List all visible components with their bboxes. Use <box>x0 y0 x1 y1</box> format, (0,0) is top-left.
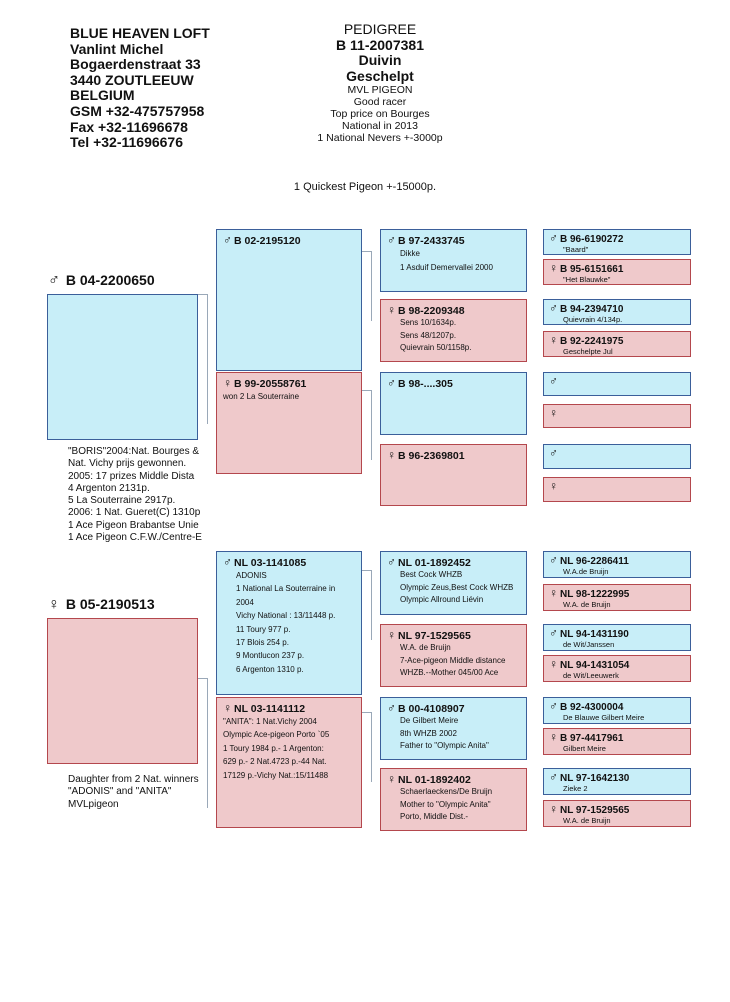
info-line: ADONIS <box>236 571 267 580</box>
male-icon: ♂ <box>549 626 558 640</box>
ring-number: B 00-4108907 <box>398 703 465 715</box>
header-line: 1 National Nevers +-3000p <box>317 132 443 144</box>
ring-number: B 96-2369801 <box>398 450 465 462</box>
female-icon: ♀ <box>387 772 396 786</box>
male-icon: ♂ <box>387 555 396 569</box>
connector-line <box>371 390 372 460</box>
info-line: Geschelpte Jul <box>563 347 613 356</box>
info-line: De Blauwe Gilbert Meire <box>563 713 645 722</box>
gen1-box-dam-dam <box>216 697 362 828</box>
info-line: de Wit/Leeuwerk <box>563 671 619 680</box>
female-icon: ♀ <box>549 657 558 671</box>
gen2-box <box>380 372 527 435</box>
gen2-box <box>380 229 527 292</box>
sire-label <box>48 272 155 290</box>
info-line: Olympic Allround Liévin <box>400 595 484 604</box>
info-line: "ANITA": 1 Nat.Vichy 2004 <box>223 717 317 726</box>
ring-number: NL 97-1529565 <box>398 630 471 642</box>
ring-number: B 97-2433745 <box>398 235 465 247</box>
gen1-box-sire-dam <box>216 372 362 474</box>
ring-number: NL 98-1222995 <box>560 589 630 600</box>
sire-note: 1 Ace Pigeon C.F.W./Centre-E <box>68 532 202 544</box>
owner-fax: Fax +32-11696678 <box>70 118 188 135</box>
ring-number: B 92-2241975 <box>560 336 624 347</box>
gen3-box <box>543 229 691 255</box>
info-line: 1 National La Souterraine in <box>236 584 336 594</box>
owner-country: BELGIUM <box>70 87 135 104</box>
female-icon: ♀ <box>387 628 396 642</box>
female-icon: ♀ <box>223 376 232 390</box>
gen3-box <box>543 259 691 285</box>
connector-line <box>371 570 372 640</box>
ring-number: NL 96-2286411 <box>560 556 629 567</box>
info-line: Schaerlaeckens/De Bruijn <box>400 787 493 796</box>
dam-note: "ADONIS" and "ANITA" <box>68 786 172 798</box>
owner-street: Bogaerdenstraat 33 <box>70 56 201 73</box>
sire-note: 2006: 1 Nat. Gueret(C) 1310p <box>68 507 201 519</box>
loft-name: BLUE HEAVEN LOFT <box>70 25 210 41</box>
male-icon: ♂ <box>549 374 558 388</box>
sire-note: Nat. Vichy prijs gewonnen. <box>68 458 187 470</box>
ring-number: NL 03-1141085 <box>234 557 307 569</box>
info-line: "Het Blauwke" <box>563 275 611 284</box>
ring-number: B 94-2394710 <box>560 304 624 315</box>
male-icon: ♂ <box>223 233 232 247</box>
gen2-box <box>380 768 527 831</box>
main-sex: Duivin <box>358 52 402 68</box>
sire-note: 4 Argenton 2131p. <box>68 482 150 494</box>
sire-notes <box>68 446 202 544</box>
info-line: 629 p.- 2 Nat.4723 p.-44 Nat. <box>223 757 327 767</box>
dam-note: MVLpigeon <box>68 798 119 810</box>
ring-number: NL 94-1431054 <box>560 660 630 671</box>
gen2-box <box>380 697 527 760</box>
info-line: 2004 <box>236 597 254 607</box>
male-icon: ♂ <box>223 555 232 569</box>
female-icon: ♀ <box>387 303 396 317</box>
gen2-box <box>380 444 527 506</box>
info-line: Quievrain 4/134p. <box>563 315 623 324</box>
female-icon: ♀ <box>549 730 558 744</box>
gen2-box <box>380 299 527 362</box>
info-line: 17 Blois 254 p. <box>236 638 289 648</box>
gen3-box <box>543 728 691 755</box>
gen3-box <box>543 331 691 357</box>
female-icon: ♀ <box>549 261 558 275</box>
info-line: de Wit/Janssen <box>563 640 615 649</box>
male-icon: ♂ <box>387 233 396 247</box>
ring-number: B 97-4417961 <box>560 733 624 744</box>
female-icon: ♀ <box>48 596 60 613</box>
sire-box <box>47 294 198 440</box>
female-icon: ♀ <box>549 479 558 493</box>
sire-note: "BORIS"2004:Nat. Bourges & <box>68 446 200 457</box>
ring-number: B 98-2209348 <box>398 305 465 317</box>
gen3-box <box>543 477 691 502</box>
main-ring-number: B 11-2007381 <box>336 36 424 53</box>
owner-tel: Tel +32-11696676 <box>70 134 184 151</box>
info-line: De Gilbert Meire <box>400 716 459 725</box>
connector-line <box>207 678 208 808</box>
connector-line <box>371 251 372 321</box>
info-line: W.A. de Bruijn <box>400 643 451 652</box>
info-line: W.A. de Bruijn <box>563 816 611 825</box>
ring-number: NL 97-1642130 <box>560 773 630 784</box>
gen3-box <box>543 624 691 651</box>
header-line: MVL PIGEON <box>347 84 413 96</box>
pedigree-title: PEDIGREE <box>343 21 417 37</box>
gen1-box-sire-sire <box>216 229 362 371</box>
info-line: 7-Ace-pigeon Middle distance <box>400 655 506 665</box>
pedigree-header <box>290 22 470 144</box>
info-line: Gilbert Meire <box>563 744 606 753</box>
sire-note: 1 Ace Pigeon Brabantse Unie <box>68 519 199 531</box>
header-line: Good racer <box>353 96 407 108</box>
dam-label <box>48 596 155 614</box>
info-line: Mother to "Olympic Anita" <box>400 799 491 809</box>
info-line: Quievrain 50/1158p. <box>400 343 472 352</box>
gen2-box <box>380 551 527 615</box>
info-line: 9 Montlucon 237 p. <box>236 651 305 661</box>
info-line: 11 Toury 977 p. <box>236 624 291 634</box>
sire-ring: B 04-2200650 <box>65 272 155 288</box>
ring-number: B 95-6151661 <box>560 264 624 275</box>
info-line: 6 Argenton 1310 p. <box>236 664 304 674</box>
info-line: won 2 La Souterraine <box>223 392 300 401</box>
gen2-box <box>380 624 527 687</box>
gen3-box <box>543 551 691 578</box>
owner-city: 3440 ZOUTLEEUW <box>70 71 194 88</box>
male-icon: ♂ <box>387 701 396 715</box>
sire-note: 5 La Souterraine 2917p. <box>68 495 176 507</box>
info-line: Best Cock WHZB <box>400 570 463 579</box>
gen3-box <box>543 800 691 827</box>
header-line: Top price on Bourges <box>330 108 430 120</box>
info-line: W.A.de Bruijn <box>563 567 609 576</box>
male-icon: ♂ <box>549 553 558 567</box>
owner-gsm: GSM +32-475757958 <box>70 102 205 119</box>
dam-box <box>47 618 198 764</box>
gen1-box-dam-sire <box>216 551 362 695</box>
sire-note: 2005: 17 prizes Middle Dista <box>68 470 195 482</box>
ring-number: B 96-6190272 <box>560 234 624 245</box>
quickest-note: 1 Quickest Pigeon +-15000p. <box>293 181 437 193</box>
info-line: 1 Toury 1984 p.- 1 Argenton: <box>223 743 324 753</box>
female-icon: ♀ <box>549 333 558 347</box>
gen3-box <box>543 655 691 682</box>
info-line: Zieke 2 <box>563 784 588 793</box>
gen3-box <box>543 697 691 724</box>
male-icon: ♂ <box>549 301 558 315</box>
info-line: 17129 p.-Vichy Nat.:15/11488 <box>223 770 329 780</box>
gen3-box <box>543 584 691 611</box>
info-line: Sens 48/1207p. <box>400 330 457 340</box>
info-line: W.A. de Bruijn <box>563 600 611 609</box>
gen3-box <box>543 372 691 396</box>
ring-number: B 92-4300004 <box>560 702 624 713</box>
dam-notes <box>68 774 199 811</box>
info-line: WHZB.--Mother 045/00 Ace <box>400 668 499 677</box>
ring-number: B 98-....305 <box>398 378 453 390</box>
info-line: 8th WHZB 2002 <box>400 728 457 738</box>
ring-number: NL 01-1892402 <box>398 774 471 786</box>
ring-number: B 99-20558761 <box>234 378 307 390</box>
connector-line <box>371 712 372 782</box>
ring-number: NL 94-1431190 <box>560 629 629 640</box>
female-icon: ♀ <box>549 802 558 816</box>
info-line: Porto, Middle Dist.- <box>400 812 469 821</box>
male-icon: ♂ <box>549 231 558 245</box>
male-icon: ♂ <box>549 699 558 713</box>
owner-block <box>70 26 210 151</box>
gen3-box <box>543 444 691 469</box>
gen3-box <box>543 768 691 795</box>
male-icon: ♂ <box>48 272 60 289</box>
ring-number: NL 03-1141112 <box>234 703 306 715</box>
ring-number: B 02-2195120 <box>234 235 301 247</box>
ring-number: NL 01-1892452 <box>398 557 471 569</box>
info-line: Olympic Zeus,Best Cock WHZB <box>400 582 514 592</box>
male-icon: ♂ <box>549 770 558 784</box>
main-color: Geschelpt <box>346 67 414 84</box>
header-line: National in 2013 <box>342 120 418 132</box>
dam-note: Daughter from 2 Nat. winners <box>68 774 199 785</box>
male-icon: ♂ <box>549 446 558 460</box>
info-line: Dikke <box>400 249 421 258</box>
female-icon: ♀ <box>387 448 396 462</box>
info-line: 1 Asduif Demervallei 2000 <box>400 263 493 272</box>
info-line: Olympic Ace-pigeon Porto `05 <box>223 730 330 740</box>
owner-name: Vanlint Michel <box>70 40 164 57</box>
female-icon: ♀ <box>549 586 558 600</box>
info-line: Father to "Olympic Anita" <box>400 741 489 750</box>
dam-ring: B 05-2190513 <box>65 596 155 612</box>
female-icon: ♀ <box>223 701 232 715</box>
male-icon: ♂ <box>387 376 396 390</box>
info-line: Sens 10/1634p. <box>400 318 457 327</box>
gen3-box <box>543 404 691 428</box>
info-line: "Baard" <box>563 245 589 254</box>
connector-line <box>207 294 208 424</box>
info-line: Vichy National : 13/11448 p. <box>236 611 336 621</box>
ring-number: NL 97-1529565 <box>560 805 630 816</box>
female-icon: ♀ <box>549 406 558 420</box>
gen3-box <box>543 299 691 325</box>
